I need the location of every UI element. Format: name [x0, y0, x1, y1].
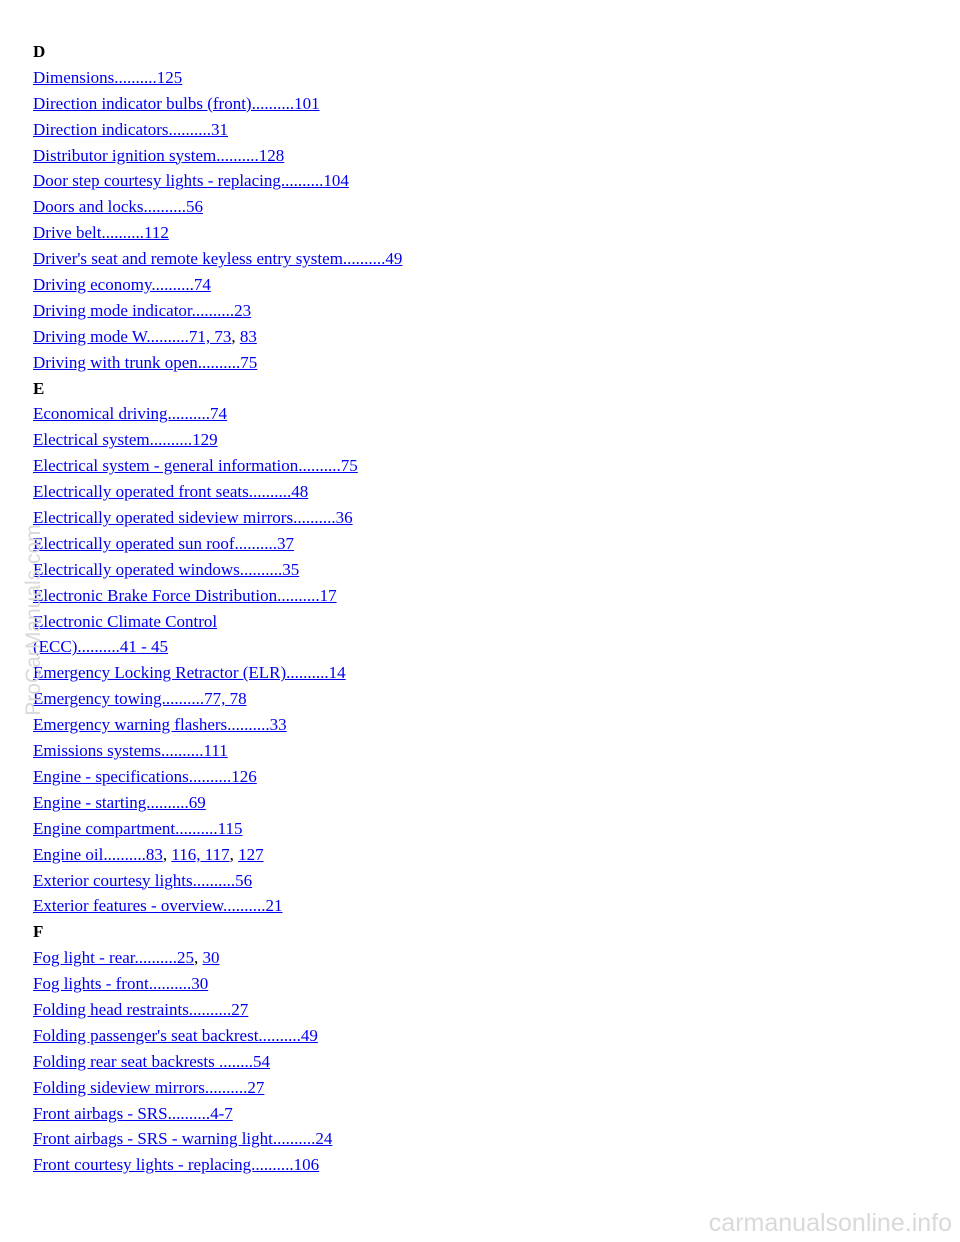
index-entry	[33, 427, 402, 453]
index-entry	[33, 686, 402, 712]
index-entry-link[interactable]: 127	[238, 844, 264, 864]
index-entry-link[interactable]: Driving economy..........74	[33, 275, 211, 295]
index-entry	[33, 634, 402, 660]
index-entry-link[interactable]: Engine compartment..........115	[33, 818, 243, 838]
index-entry-link[interactable]: Fog lights - front..........30	[33, 974, 209, 994]
index-entry	[33, 816, 402, 842]
index-entry-link[interactable]: Folding sideview mirrors..........27	[33, 1077, 265, 1097]
index-entry	[33, 1152, 402, 1178]
index-entry-link[interactable]: Exterior features - overview..........21	[33, 896, 283, 916]
index-entry	[33, 893, 402, 919]
index-entry	[33, 246, 402, 272]
index-entry-link[interactable]: Front airbags - SRS..........4-7	[33, 1103, 233, 1123]
index-entry-link[interactable]: Folding rear seat backrests ........54	[33, 1051, 270, 1071]
index-entry	[33, 660, 402, 686]
link-separator: ,	[231, 326, 240, 346]
index-entry-link[interactable]: 83	[239, 326, 257, 346]
index-entry-link[interactable]: Folding head restraints..........27	[33, 999, 249, 1019]
index-entry	[33, 764, 402, 790]
index-entry-link[interactable]: Emergency Locking Retractor (ELR)..........14	[33, 663, 346, 683]
footer-watermark: carmanualsonline.info	[708, 1209, 952, 1237]
index-entry-link[interactable]: Emergency towing..........77, 78	[33, 689, 247, 709]
index-entry	[33, 609, 402, 635]
index-entry	[33, 868, 402, 894]
index-entry	[33, 531, 402, 557]
index-entry-link[interactable]: Emissions systems..........111	[33, 741, 228, 761]
index-entry-link[interactable]: Electrically operated sun roof..........37	[33, 533, 295, 553]
index-entry	[33, 194, 402, 220]
index-entry-link[interactable]: Emergency warning flashers..........33	[33, 715, 287, 735]
index-entry-link[interactable]: 30	[202, 948, 220, 968]
index-entry	[33, 1049, 402, 1075]
index-entry-link[interactable]: Electrically operated windows..........35	[33, 559, 300, 579]
index-entry	[33, 272, 402, 298]
index-entry	[33, 790, 402, 816]
index-entry	[33, 91, 402, 117]
index-entry-link[interactable]: Doors and locks..........56	[33, 197, 203, 217]
index-entry-link[interactable]: 116, 117	[171, 844, 230, 864]
index-entry-link[interactable]: Electrically operated sideview mirrors..........36	[33, 508, 353, 528]
index-entry-link[interactable]: Distributor ignition system..........128	[33, 145, 285, 165]
index-entry	[33, 168, 402, 194]
index-entry-link[interactable]: Direction indicator bulbs (front)..........101	[33, 93, 320, 113]
index-entry	[33, 479, 402, 505]
index-entry-link[interactable]: Front airbags - SRS - warning light..........24	[33, 1129, 333, 1149]
index-entry-link[interactable]: Front courtesy lights - replacing..........106	[33, 1155, 320, 1175]
index-entry	[33, 298, 402, 324]
index-entry-link[interactable]: Electronic Brake Force Distribution..........17	[33, 585, 337, 605]
index-entry-link[interactable]: Direction indicators..........31	[33, 119, 228, 139]
index-entry	[33, 712, 402, 738]
index-entry-link[interactable]: Engine oil..........83	[33, 844, 163, 864]
index-entry	[33, 350, 402, 376]
index-entry-link[interactable]: Exterior courtesy lights..........56	[33, 870, 253, 890]
index-entry	[33, 324, 402, 350]
index-content	[33, 39, 402, 1178]
section-letter: F	[33, 922, 44, 942]
index-entry	[33, 997, 402, 1023]
index-entry	[33, 65, 402, 91]
section-letter: E	[33, 378, 45, 398]
index-entry	[33, 143, 402, 169]
index-entry	[33, 583, 402, 609]
index-entry-link[interactable]: Engine - starting..........69	[33, 792, 206, 812]
link-separator: ,	[229, 844, 239, 864]
index-entry	[33, 1126, 402, 1152]
index-entry-link[interactable]: Driving mode indicator..........23	[33, 300, 252, 320]
link-separator: ,	[162, 844, 172, 864]
index-entry	[33, 453, 402, 479]
index-entry-link[interactable]: Engine - specifications..........126	[33, 766, 257, 786]
index-entry	[33, 1023, 402, 1049]
index-entry-link[interactable]: Drive belt..........112	[33, 223, 169, 243]
section-letter: D	[33, 42, 46, 61]
index-entry-link[interactable]: Electrical system - general information..........75	[33, 456, 358, 476]
index-entry-link[interactable]: Driver's seat and remote keyless entry system..........49	[33, 249, 403, 269]
index-entry-link[interactable]: Fog light - rear..........25	[33, 948, 195, 968]
index-entry	[33, 945, 402, 971]
index-entry	[33, 117, 402, 143]
index-entry	[33, 842, 402, 868]
side-watermark: ProCarManuals.com	[22, 524, 45, 716]
index-entry	[33, 971, 402, 997]
index-entry	[33, 1101, 402, 1127]
index-entry	[33, 220, 402, 246]
index-entry-link[interactable]: Electronic Climate Control	[33, 611, 218, 631]
index-entry-link[interactable]: (ECC)..........41 - 45	[33, 637, 169, 657]
link-separator: ,	[194, 948, 203, 968]
index-entry	[33, 1075, 402, 1101]
index-entry-link[interactable]: Economical driving..........74	[33, 404, 228, 424]
index-entry-link[interactable]: Electrical system..........129	[33, 430, 218, 450]
index-entry-link[interactable]: Driving mode W..........71, 73	[33, 326, 232, 346]
index-entry-link[interactable]: Dimensions..........125	[33, 67, 183, 87]
index-entry	[33, 505, 402, 531]
index-entry-link[interactable]: Driving with trunk open..........75	[33, 352, 258, 372]
index-entry-link[interactable]: Electrically operated front seats..........48	[33, 482, 309, 502]
index-entry-link[interactable]: Door step courtesy lights - replacing..........104	[33, 171, 349, 191]
index-entry	[33, 738, 402, 764]
index-entry-link[interactable]: Folding passenger's seat backrest..........49	[33, 1025, 318, 1045]
index-entry	[33, 557, 402, 583]
index-entry	[33, 401, 402, 427]
